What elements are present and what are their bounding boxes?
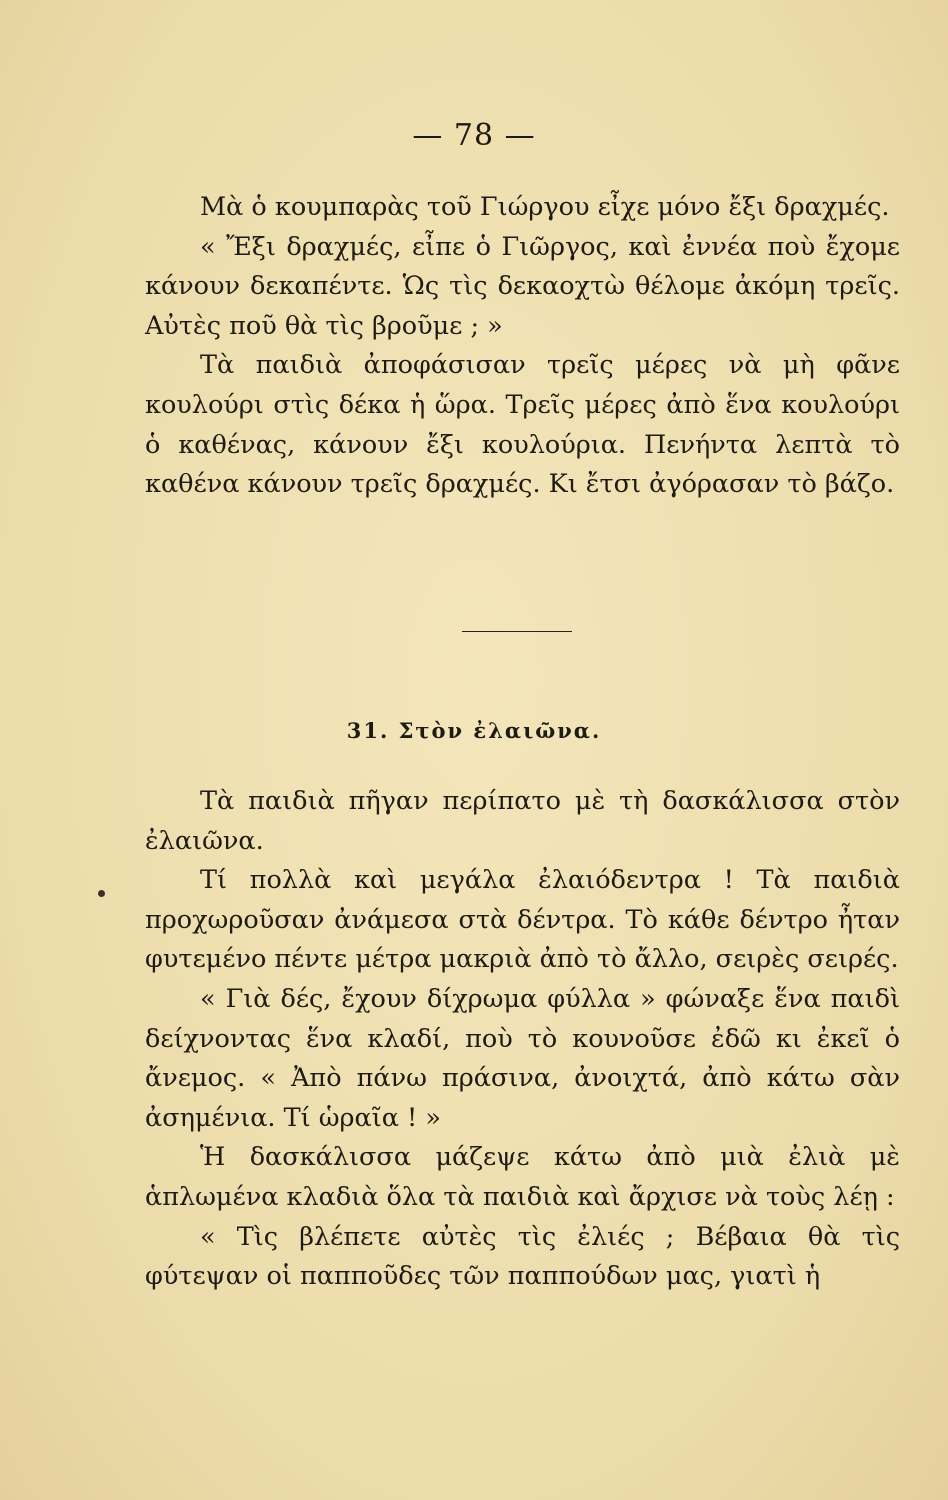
paragraph: Μὰ ὁ κουμπαρὰς τοῦ Γιώργου εἶχε μόνο ἔξι δραχμές. xyxy=(200,192,890,222)
paragraph: « Τὶς βλέπετε αὐτὲς τὶς ἐλιές ; Βέβαια θὰ τὶς φύτεψαν οἱ παπποῦδες τῶν παππούδων μας, γιατὶ ἡ xyxy=(145,1221,900,1292)
paragraph: Τί πολλὰ καὶ μεγάλα ἐλαιόδεντρα ! Τὰ παιδιὰ προχωροῦσαν ἀνάμεσα στὰ δέντρα. Τὸ κάθε δέντρο ἦταν φυτεμένο πέντε μέτρα μακριὰ ἀπὸ τὸ ἄλλο, σειρὲς σειρές. xyxy=(145,865,900,975)
paragraph: Τὰ παιδιὰ πῆγαν περίπατο μὲ τὴ δασκάλισσα στὸν ἐλαιῶνα. xyxy=(145,786,900,856)
page-number: — 78 — xyxy=(412,118,536,153)
lesson-text-block xyxy=(145,782,900,1297)
paragraph: « Γιὰ δές, ἔχουν δίχρωμα φύλλα » φώναξε ἕνα παιδὶ δείχνοντας ἕνα κλαδί, ποὺ τὸ κουνοῦσε ἐδῶ κι ἐκεῖ ὁ ἄνεμος. « Ἀπὸ πάνω πράσινα, ἀνοιχτά, ἀπὸ κάτω σὰν ἀσημένια. Τί ὡραῖα ! » xyxy=(145,983,900,1133)
paragraph: Τὰ παιδιὰ ἀποφάσισαν τρεῖς μέρες νὰ μὴ φᾶνε κουλούρι στὶς δέκα ἡ ὥρα. Τρεῖς μέρες ἀπὸ ἕνα κουλούρι ὁ καθένας, κάνουν ἔξι κουλούρια. Πενήντα λεπτὰ τὸ καθένα κάνουν τρεῖς δραχμές. Κι ἔτσι ἀγόρασαν τὸ βάζο. xyxy=(145,350,900,500)
story-text-block xyxy=(145,188,900,505)
paragraph: Ἡ δασκάλισσα μάζεψε κάτω ἀπὸ μιὰ ἐλιὰ μὲ ἁπλωμένα κλαδιὰ ὅλα τὰ παιδιὰ καὶ ἄρχισε νὰ τοὺς λέῃ : xyxy=(145,1142,900,1212)
paragraph: « Ἔξι δραχμές, εἶπε ὁ Γιῶργος, καὶ ἐννέα ποὺ ἔχομε κάνουν δεκαπέντε. Ὡς τὶς δεκαοχτὼ θέλομε ἀκόμη τρεῖς. Αὐτὲς ποῦ θὰ τὶς βροῦμε ; » xyxy=(145,231,900,341)
ink-spot xyxy=(98,890,105,897)
section-divider xyxy=(462,631,572,632)
section-heading: 31. Στὸν ἐλαιῶνα. xyxy=(346,718,602,743)
